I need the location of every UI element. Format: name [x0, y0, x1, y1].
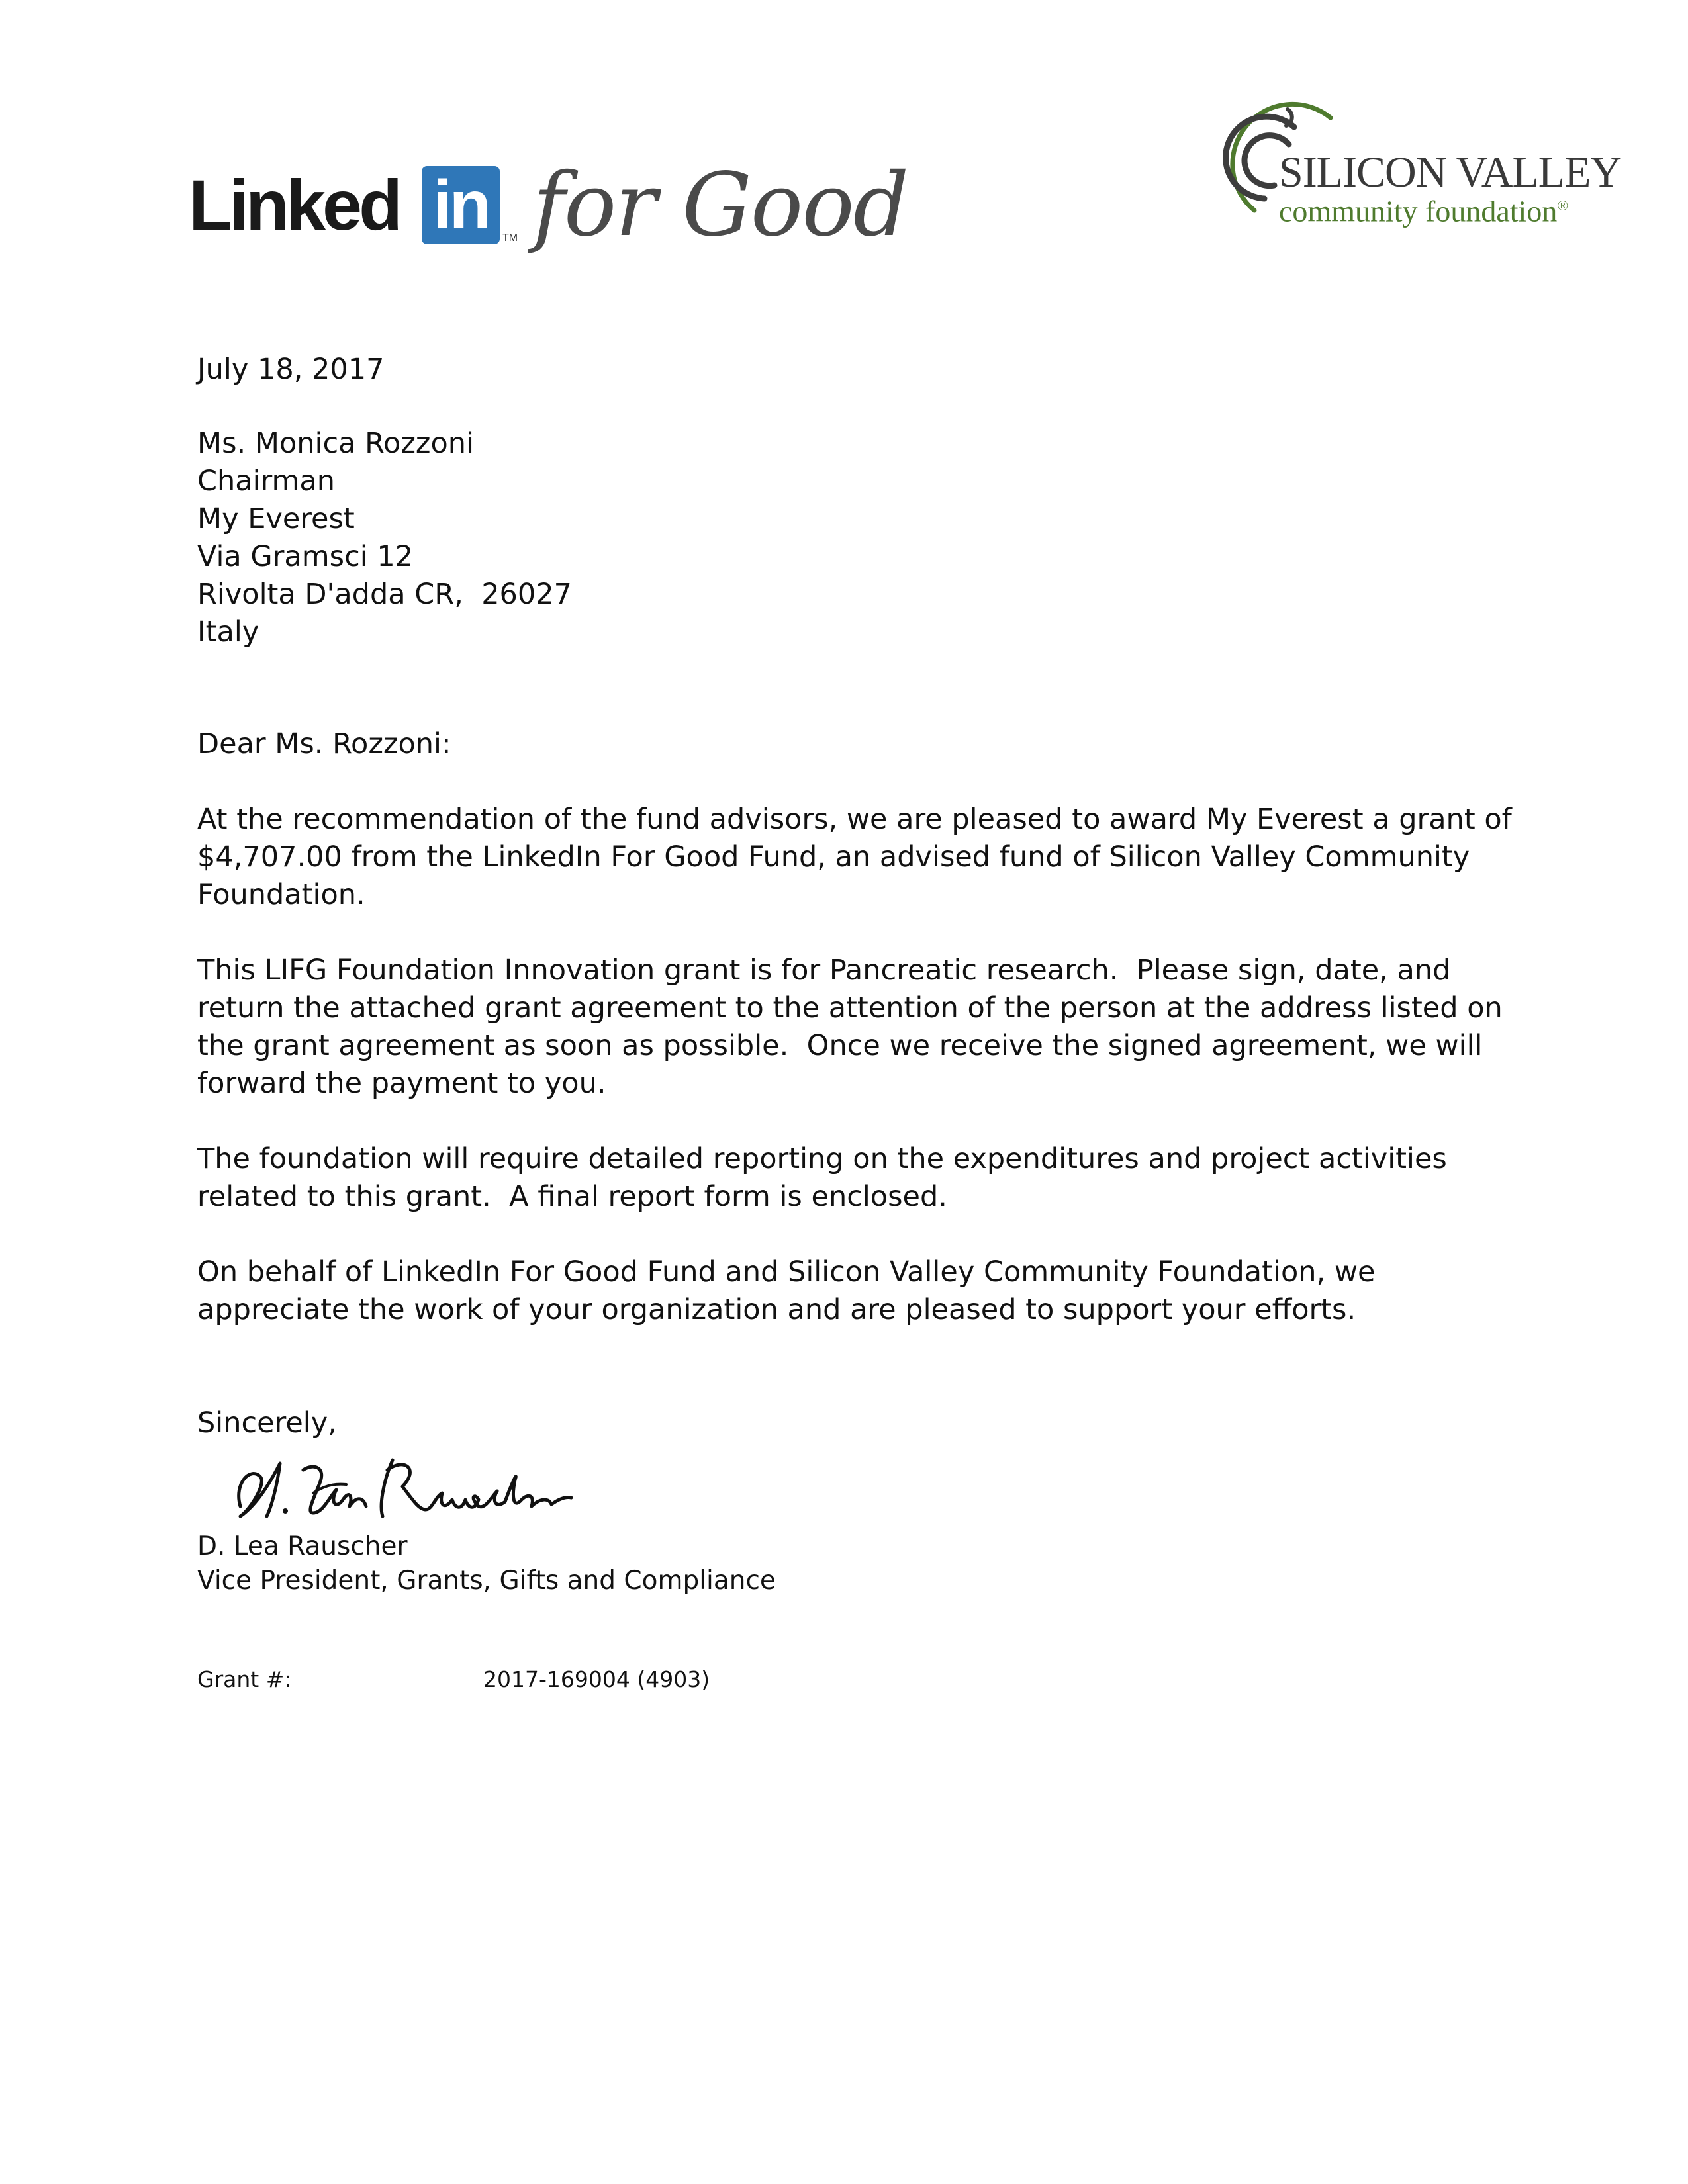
- recipient-country: Italy: [197, 615, 259, 649]
- signer-title: Vice President, Grants, Gifts and Compliance: [197, 1566, 776, 1596]
- paragraph-instructions: This LIFG Foundation Innovation grant is for Pancreatic research. Please sign, date, and return the attached grant agreement to the attention of the person at the address listed on the grant agreement as soon as possible. Once we receive the signed agreement, we will forward the payment to you.: [197, 954, 1512, 1100]
- recipient-title: Chairman: [197, 465, 335, 498]
- logo-linked-text: Linked: [189, 165, 400, 245]
- linkedin-for-good-logo: [189, 154, 908, 261]
- grant-number-value: 2017-169004 (4903): [483, 1666, 710, 1692]
- recipient-street: Via Gramsci 12: [197, 540, 414, 573]
- salutation: Dear Ms. Rozzoni:: [197, 727, 451, 760]
- signer-name: D. Lea Rauscher: [197, 1531, 408, 1561]
- handwritten-signature: [214, 1443, 585, 1529]
- recipient-address: [197, 425, 1528, 651]
- paragraph-appreciation: On behalf of LinkedIn For Good Fund and Silicon Valley Community Foundation, we appreciate the work of your organization and are pleased to support your efforts.: [197, 1255, 1376, 1326]
- letter-date: July 18, 2017: [197, 353, 385, 386]
- closing: Sincerely,: [197, 1406, 337, 1439]
- logo-in-box: in: [422, 166, 500, 244]
- grant-number-label: Grant #:: [197, 1666, 292, 1692]
- svcf-subtitle-words: community foundation: [1279, 194, 1558, 228]
- paragraph-award: At the recommendation of the fund advisors, we are pleased to award My Everest a grant of $4,707.00 from the LinkedIn For Good Fund, an advised fund of Silicon Valley Community Foundation.: [197, 803, 1512, 911]
- signer-block: [197, 1529, 1528, 1598]
- recipient-organization: My Everest: [197, 502, 355, 535]
- svcf-name-text: SILICON VALLEY: [1279, 148, 1622, 197]
- logo-trademark: TM: [502, 232, 518, 244]
- letter-body: [197, 351, 1528, 1598]
- silicon-valley-community-foundation-logo: [1215, 93, 1638, 228]
- svcf-subtitle-text: [1279, 191, 1568, 226]
- recipient-city: Rivolta D'adda CR, 26027: [197, 578, 572, 611]
- paragraph-reporting: The foundation will require detailed reporting on the expenditures and project activities related to this grant. A final report form is enclosed.: [197, 1142, 1456, 1213]
- svcf-registered-mark: ®: [1557, 197, 1569, 214]
- logo-for-good-text: for Good: [533, 154, 908, 256]
- recipient-name: Ms. Monica Rozzoni: [197, 427, 475, 460]
